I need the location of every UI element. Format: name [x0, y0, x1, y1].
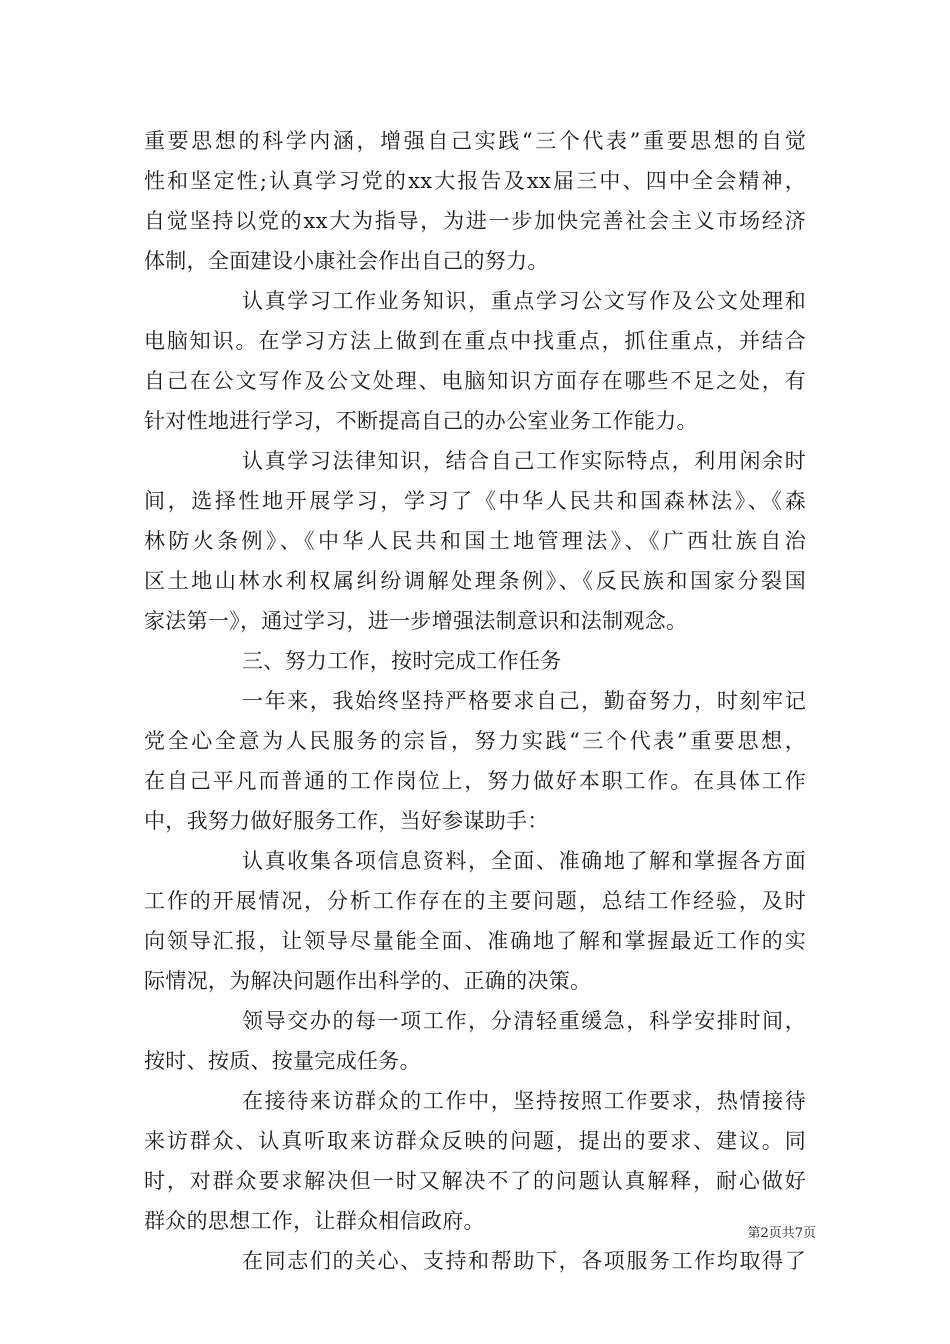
section-heading-three — [144, 641, 806, 681]
text-line: 针对性地进行学习，不断提高自己的办公室业务工作能力。 — [144, 409, 698, 433]
text-line: 认真学习法律知识，结合自己工作实际特点，利用闲余时 — [242, 449, 806, 473]
text-line: 认真收集各项信息资料，全面、准确地了解和掌握各方面 — [242, 849, 806, 873]
paragraph-law-study — [144, 441, 806, 641]
text-line: 来访群众、认真听取来访群众反映的问题，提出的要求、建议。同 — [144, 1129, 806, 1153]
text-line: 中，我努力做好服务工作，当好参谋助手： — [144, 809, 549, 833]
text-line: 在同志们的关心、支持和帮助下，各项服务工作均取得了 — [242, 1249, 806, 1273]
paragraph-achievements — [144, 1241, 806, 1281]
text-line: 领导交办的每一项工作，分清轻重缓急，科学安排时间， — [242, 1009, 806, 1033]
document-body — [144, 121, 806, 1281]
text-line: 工作的开展情况，分析工作存在的主要问题，总结工作经验，及时 — [144, 889, 806, 913]
text-line: 际情况，为解决问题作出科学的、正确的决策。 — [144, 969, 592, 993]
paragraph-year-summary — [144, 681, 806, 841]
text-line: 按时、按质、按量完成任务。 — [144, 1049, 421, 1073]
paragraph-reception-work — [144, 1081, 806, 1241]
text-line: 自己在公文写作及公文处理、电脑知识方面存在哪些不足之处，有 — [144, 369, 806, 393]
text-line: 在接待来访群众的工作中，坚持按照工作要求，热情接待 — [242, 1089, 806, 1113]
paragraph-business-study — [144, 281, 806, 441]
paragraph-information-collection — [144, 841, 806, 1001]
text-line: 在自己平凡而普通的工作岗位上，努力做好本职工作。在具体工作 — [144, 769, 806, 793]
text-line: 时，对群众要求解决但一时又解决不了的问题认真解释，耐心做好 — [144, 1169, 806, 1193]
page-number: 第2页共7页 — [747, 1226, 816, 1241]
text-line: 间，选择性地开展学习，学习了《中华人民共和国森林法》、《森 — [144, 489, 806, 513]
text-line: 重要思想的科学内涵，增强自己实践“三个代表”重要思想的自觉 — [144, 129, 806, 153]
text-line: 家法第一》，通过学习，进一步增强法制意识和法制观念。 — [144, 609, 688, 633]
text-line: 性和坚定性;认真学习党的xx大报告及xx届三中、四中全会精神， — [144, 169, 806, 193]
text-line: 向领导汇报，让领导尽量能全面、准确地了解和掌握最近工作的实 — [144, 929, 806, 953]
text-line: 群众的思想工作，让群众相信政府。 — [144, 1209, 485, 1233]
text-line: 电脑知识。在学习方法上做到在重点中找重点，抓住重点，并结合 — [144, 329, 806, 353]
text-line: 区土地山林水利权属纠纷调解处理条例》、《反民族和国家分裂国 — [144, 569, 806, 593]
section-heading: 三、努力工作，按时完成工作任务 — [242, 649, 562, 673]
text-line: 一年来，我始终坚持严格要求自己，勤奋努力，时刻牢记 — [242, 689, 806, 713]
paragraph-assigned-work — [144, 1001, 806, 1081]
text-line: 体制，全面建设小康社会作出自己的努力。 — [144, 249, 549, 273]
text-line: 林防火条例》、《中华人民共和国土地管理法》、《广西壮族自治 — [144, 529, 806, 553]
text-line: 党全心全意为人民服务的宗旨，努力实践“三个代表”重要思想， — [144, 729, 806, 753]
text-line: 认真学习工作业务知识，重点学习公文写作及公文处理和 — [242, 289, 806, 313]
text-line: 自觉坚持以党的xx大为指导，为进一步加快完善社会主义市场经济 — [144, 209, 806, 233]
paragraph-theory-study — [144, 121, 806, 281]
